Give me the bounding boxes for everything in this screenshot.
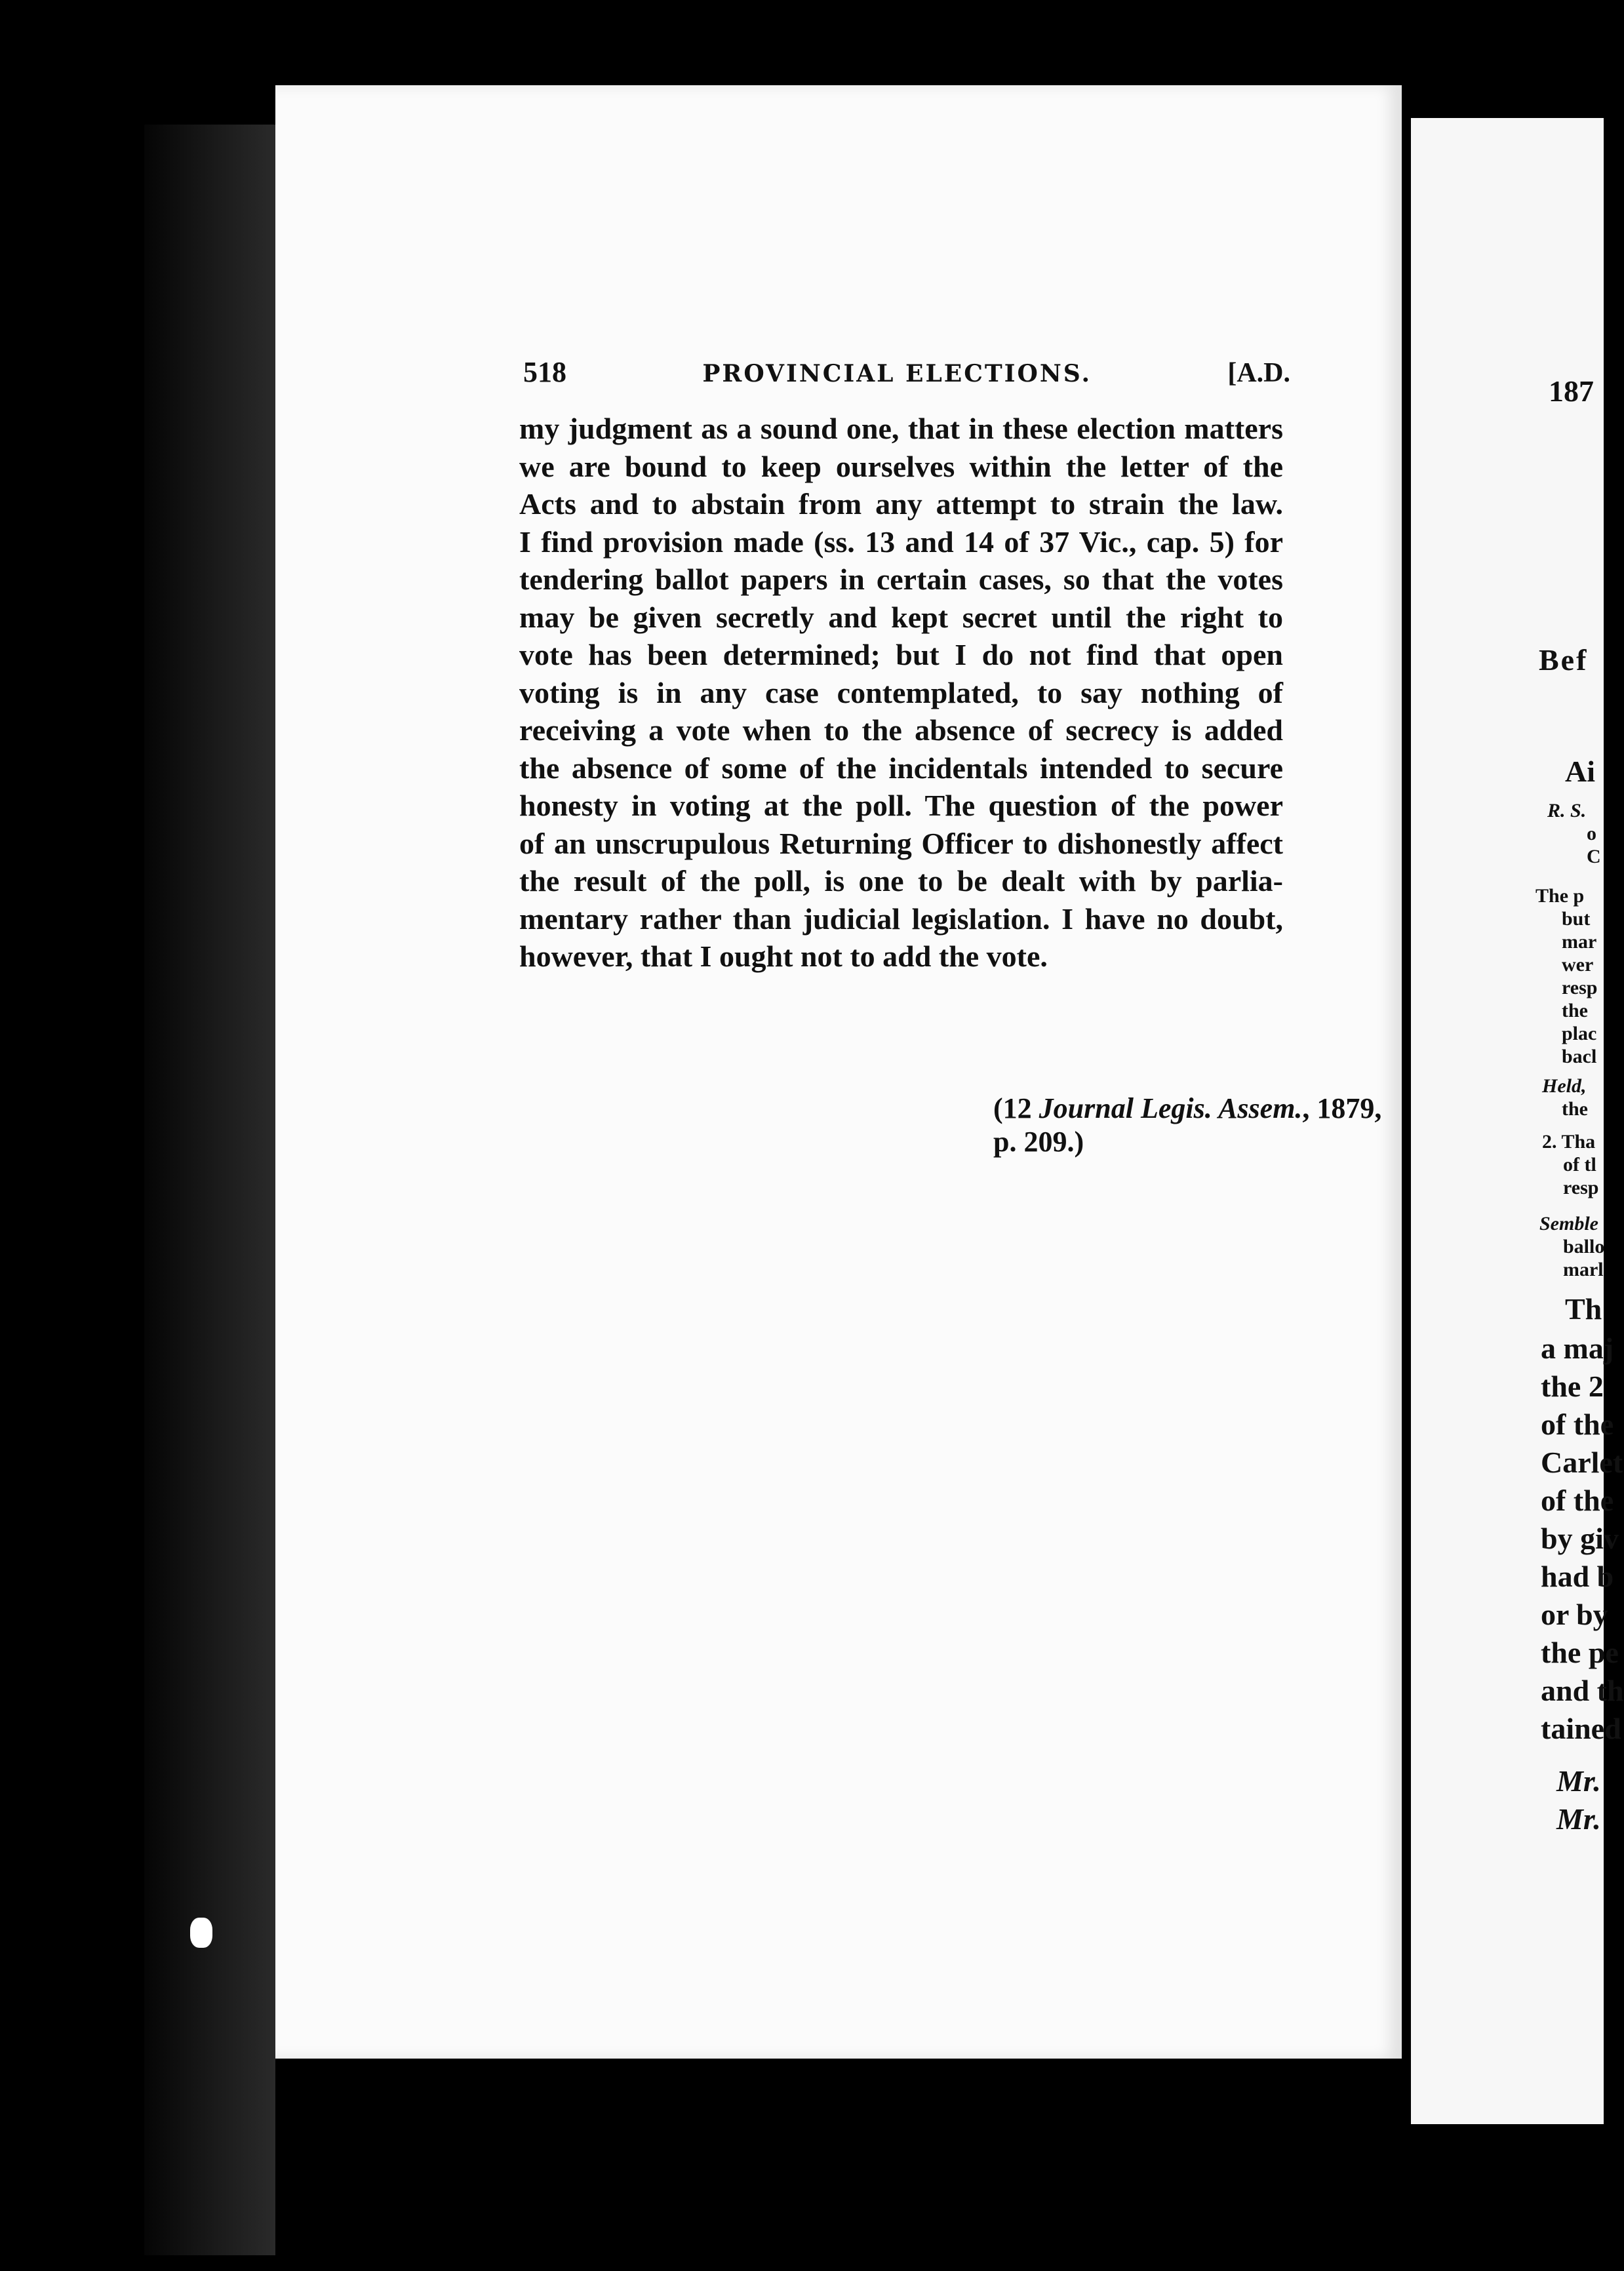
running-head (523, 355, 1290, 389)
text-line: I find provision made (ss. 13 and 14 of 37 Vic., cap. 5) for (519, 524, 1283, 559)
text-line: my judgment as a sound one, that in these election matters (519, 412, 1283, 445)
left-page (275, 85, 1402, 2059)
right-fragment: the pe (1541, 1636, 1619, 1669)
right-fragment: Bef (1539, 643, 1589, 677)
citation-open: (12 (993, 1092, 1039, 1124)
right-fragment: 2. Tha (1542, 1131, 1596, 1153)
text-line: may be given secretly and kept secret until the right to (519, 600, 1283, 634)
right-fragment: a maj (1541, 1332, 1614, 1365)
right-fragment: tained (1541, 1712, 1621, 1745)
right-fragment: the (1562, 1098, 1588, 1120)
right-fragment: R. S. (1547, 800, 1587, 821)
citation-rest: , 1879, p. 209.) (993, 1092, 1382, 1158)
right-fragment: by giv (1541, 1522, 1619, 1555)
scan-artifact (190, 1918, 212, 1948)
right-fragment: plac (1562, 1023, 1597, 1044)
page-number: 518 (523, 356, 566, 388)
right-fragment: but (1562, 908, 1591, 930)
running-head-right: [A.D. (1227, 358, 1290, 388)
right-fragment: or by (1541, 1598, 1608, 1631)
running-title: PROVINCIAL ELECTIONS. (702, 360, 1092, 387)
right-fragment: Mr. (1556, 1802, 1601, 1836)
right-fragment: resp (1562, 977, 1598, 998)
right-fragment: the 2 (1541, 1370, 1604, 1403)
right-fragment: Carlet (1541, 1446, 1623, 1479)
text-line: receiving a vote when to the absence of secrecy is added (519, 713, 1283, 747)
right-fragment: ballo (1563, 1236, 1605, 1257)
text-line: honesty in voting at the poll. The question of the power (519, 789, 1283, 822)
right-fragment: and th (1541, 1674, 1624, 1707)
body-text (519, 410, 1283, 976)
right-fragment: C (1587, 846, 1601, 867)
text-line: the absence of some of the incidentals intended to secure (519, 751, 1283, 785)
text-line: voting is in any case contemplated, to say nothing of (519, 675, 1283, 709)
right-fragment: Semble (1539, 1213, 1598, 1234)
text-line: mentary rather than judicial legislation. I have no doubt, (519, 901, 1283, 936)
text-line: Acts and to abstain from any attempt to strain the law. (519, 487, 1283, 521)
right-fragment: resp (1563, 1177, 1599, 1198)
text-line: of an unscrupulous Returning Officer to dishonestly affect (519, 826, 1283, 860)
right-header-fragment: 187 (1549, 374, 1594, 408)
right-fragment: mar (1562, 931, 1597, 953)
text-line: the result of the poll, is one to be dealt with by parlia- (519, 864, 1283, 898)
right-fragment: wer (1562, 954, 1594, 976)
right-fragment: had b (1541, 1560, 1614, 1593)
right-page (1402, 118, 1624, 2124)
right-fragment: the (1562, 1000, 1588, 1021)
right-fragment: Ai (1565, 755, 1595, 788)
citation-journal: Journal Legis. Assem. (1039, 1092, 1303, 1124)
right-fragment: The p (1535, 885, 1585, 907)
text-line: however, that I ought not to add the vote. (519, 939, 1048, 973)
right-fragment: Held, (1542, 1075, 1587, 1097)
text-line: tendering ballot papers in certain cases, so that the votes (519, 563, 1283, 596)
right-fragment: of tl (1563, 1154, 1596, 1175)
right-fragment: of the (1541, 1408, 1614, 1441)
right-fragment: Th (1565, 1292, 1602, 1326)
text-line: we are bound to keep ourselves within the letter of the (519, 449, 1283, 483)
citation (993, 1092, 1402, 1158)
right-fragment: Mr. (1556, 1764, 1601, 1798)
right-fragment: marl (1563, 1259, 1604, 1280)
right-fragment: bacl (1562, 1046, 1597, 1067)
right-fragment: of the (1541, 1484, 1614, 1517)
text-line: vote has been determined; but I do not find that open (519, 638, 1283, 671)
right-fragment: o (1587, 823, 1596, 844)
